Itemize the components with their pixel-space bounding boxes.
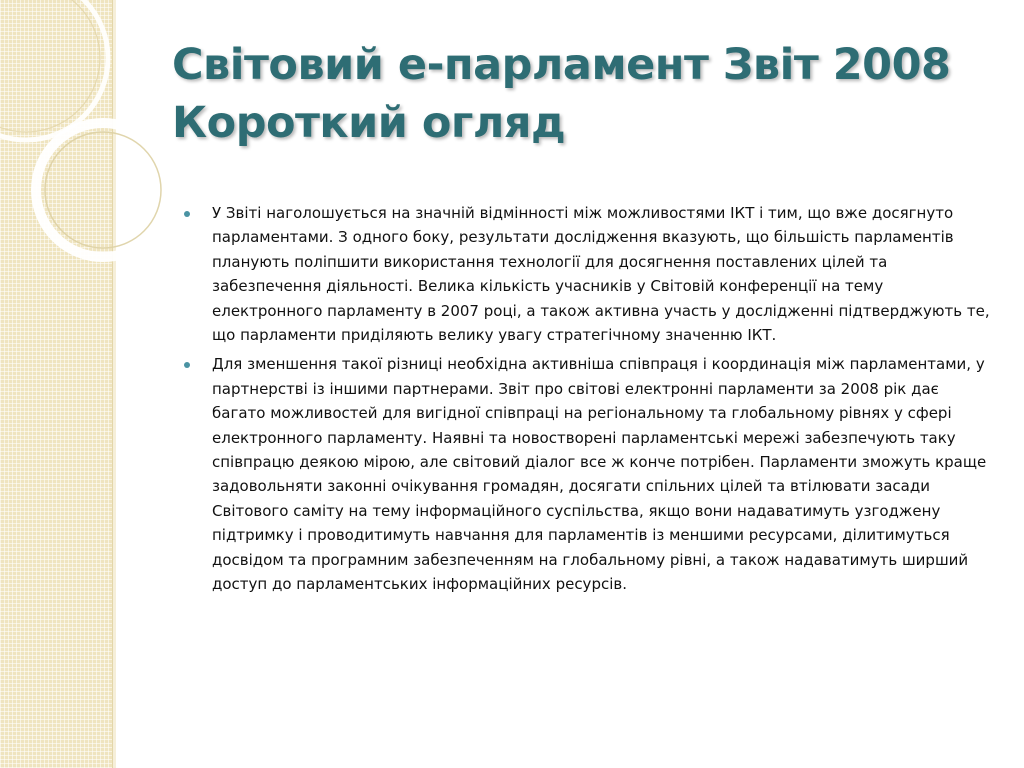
decorative-rings (0, 0, 140, 300)
bullet-text: У Звіті наголошується на значній відмінності між можливостями ІКТ і тим, що вже досягнуто парламентами. З одного боку, результати дослідження вказують, що більшість парламентів планують поліпшити використання технології для досягнення поставлених цілей та забезпечення діяльності. Велика кількість учасників у Світовій конференції на тему електронного парламенту в 2007 році, а також активна участь у дослідженні підтверджують те, що парламенти приділяють велику увагу стратегічному значенню ІКТ. (212, 204, 990, 345)
slide-title (172, 36, 992, 152)
bullet-text: Для зменшення такої різниці необхідна активніша співпраця і координація між парламентами, у партнерстві із іншими партнерами. Звіт про світові електронні парламенти за 2008 рік дає багато можливостей для вигідної співпраці на регіональному та глобальному рівнях у сфері електронного парламенту. Наявні та новостворені парламентські мережі забезпечують таку співпрацю деякою мірою, але світовий діалог все ж конче потрібен. Парламенти зможуть краще задовольняти законні очікування громадян, досягати спільних цілей та втілювати засади Світового саміту на тему інформаційного суспільства, якщо вони надаватимуть узгоджену підтримку і проводитимуть навчання для парламентів із меншими ресурсами, ділитимуться досвідом та програмним забезпеченням на глобальному рівні, а також надаватимуть ширший доступ до парламентських інформаційних ресурсів. (212, 355, 987, 594)
ring-medium (36, 123, 170, 257)
bullet-item (181, 352, 991, 596)
title-line-2: Короткий огляд (172, 98, 566, 148)
ring-medium-shadow (45, 132, 161, 248)
bullet-dot-icon (184, 362, 190, 368)
bullet-dot-icon (184, 211, 190, 217)
title-line-1: Світовий е-парламент Звіт 2008 (172, 40, 951, 90)
bullet-item (181, 201, 991, 347)
bullet-list (181, 201, 991, 602)
